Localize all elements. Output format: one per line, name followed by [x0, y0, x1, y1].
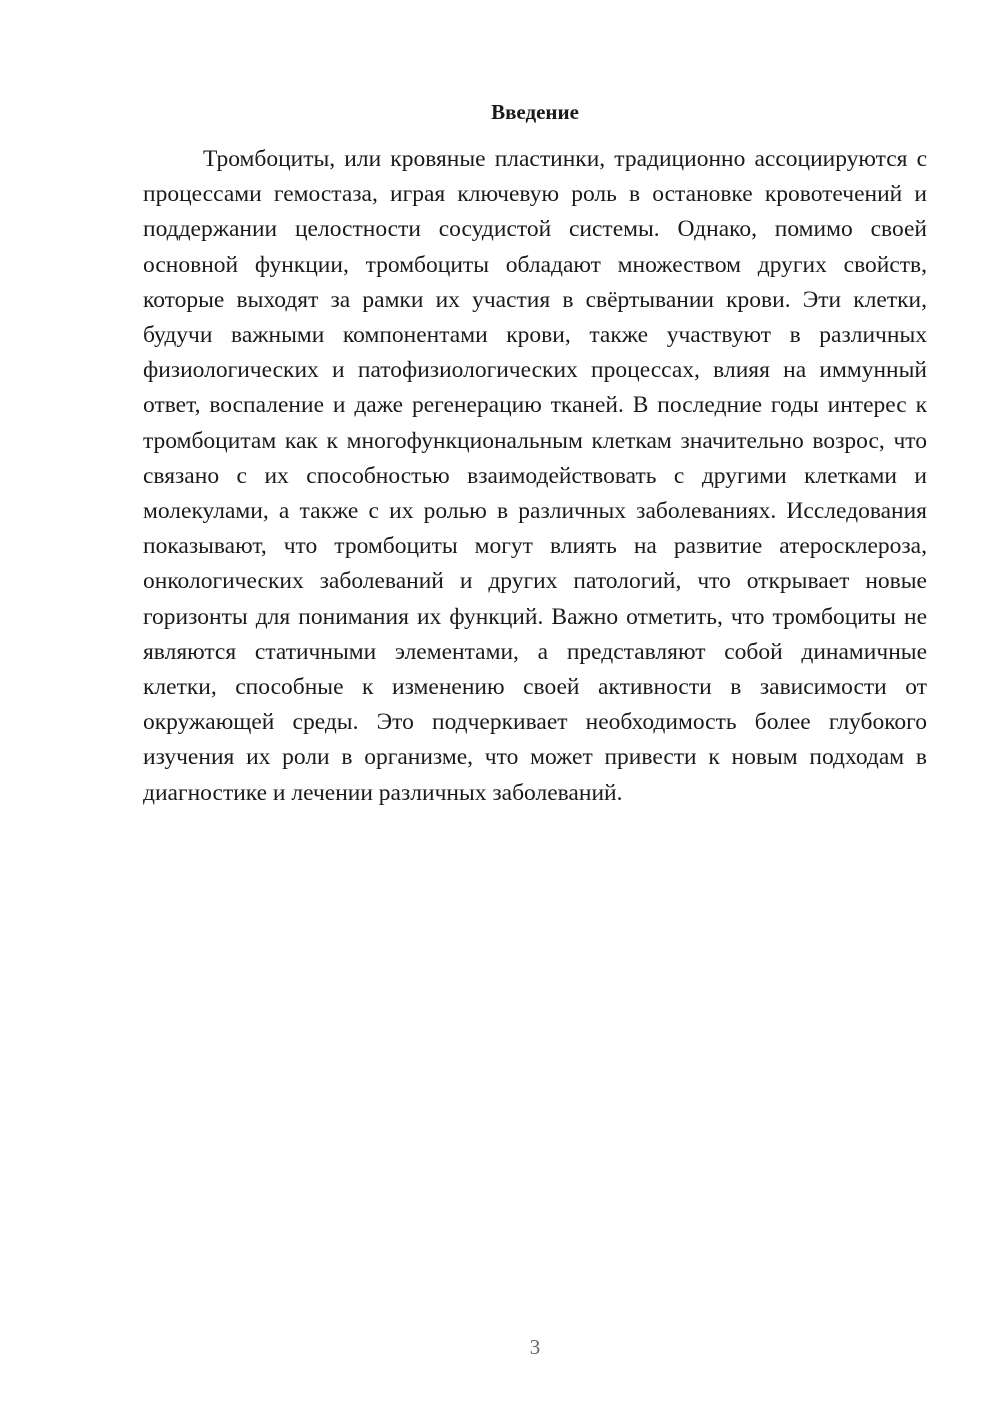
section-heading: Введение	[491, 100, 579, 124]
body-paragraph: Тромбоциты, или кровяные пластинки, традиционно ассоциируются с процессами гемостаза, играя ключевую роль в остановке кровотечений и поддержании целостности сосудистой системы. Однако, помимо своей основной функции, тромбоциты обладают множеством других свойств, которые выходят за рамки их участия в свёртывании крови. Эти клетки, будучи важными компонентами крови, также участвуют в различных физиологических и патофизиологических процессах, влияя на иммунный ответ, воспаление и даже регенерацию тканей. В последние годы интерес к тромбоцитам как к многофункциональным клеткам значительно возрос, что связано с их способностью взаимодействовать с другими клетками и молекулами, а также с их ролью в различных заболеваниях. Исследования показывают, что тромбоциты могут влиять на развитие атеросклероза, онкологических заболеваний и других патологий, что открывает новые горизонты для понимания их функций. Важно отметить, что тромбоциты не являются статичными элементами, а представляют собой динамичные клетки, способные к изменению своей активности в зависимости от окружающей среды. Это подчеркивает необходимость более глубокого изучения их роли в организме, что может привести к новым подходам в диагностике и лечении различных заболеваний.	[143, 146, 927, 806]
page-number: 3	[529, 1335, 541, 1359]
